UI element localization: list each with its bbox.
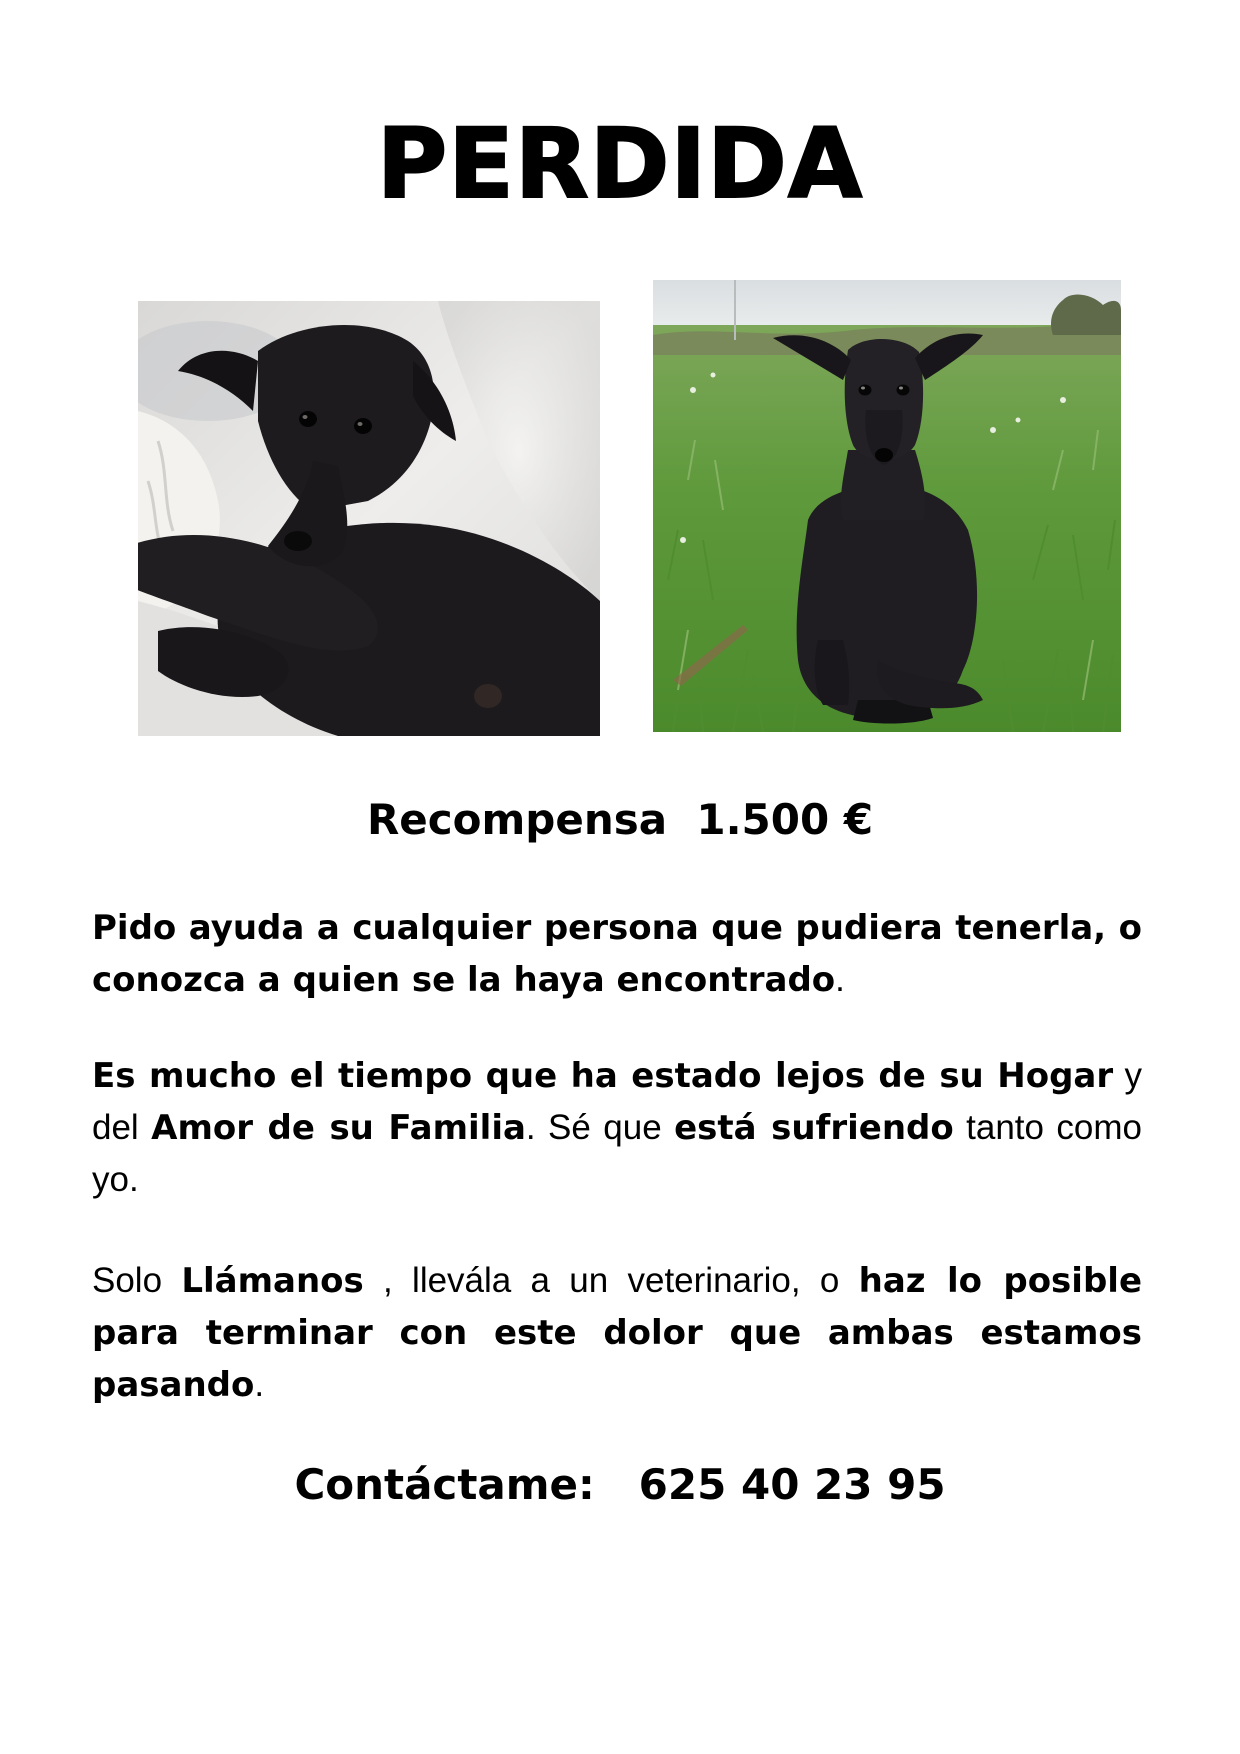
- reward-line: [0, 795, 1240, 844]
- dog-sitting-illustration: [653, 280, 1121, 732]
- absence-text-2: y del: [92, 1056, 1143, 1147]
- reward-amount: 1.500 €: [696, 795, 874, 844]
- contact-label: Contáctame:: [294, 1460, 595, 1509]
- absence-text-3: Amor de su Familia: [151, 1108, 526, 1148]
- contact-line: [0, 1460, 1240, 1509]
- request-paragraph: [92, 1255, 1142, 1411]
- help-paragraph: [92, 902, 1142, 1006]
- request-text-1: Solo: [92, 1261, 182, 1300]
- absence-paragraph: [92, 1050, 1142, 1206]
- request-text-3: , llevála a un veterinario, o: [363, 1261, 859, 1300]
- request-text-5: .: [254, 1365, 265, 1404]
- help-text: Pido ayuda a cualquier persona que pudiera tenerla, o conozca a quien se la haya encontrado: [92, 908, 1142, 1000]
- request-text-4: haz lo posible para terminar con este dolor que ambas estamos pasando: [92, 1261, 1143, 1405]
- reward-label: Recompensa: [366, 795, 668, 844]
- dog-photo-sitting: [653, 280, 1121, 732]
- help-text-end: .: [835, 960, 845, 999]
- request-text-2: Llámanos: [181, 1261, 364, 1301]
- contact-phone: 625 40 23 95: [638, 1460, 946, 1509]
- absence-text-1: Es mucho el tiempo que ha estado lejos de su Hogar: [92, 1056, 1114, 1096]
- dog-photo-lying: [138, 301, 600, 736]
- absence-text-5: está sufriendo: [674, 1108, 954, 1148]
- poster-title: PERDIDA: [376, 108, 864, 220]
- dog-lying-illustration: [138, 301, 600, 736]
- absence-text-4: . Sé que: [525, 1108, 675, 1147]
- absence-text-6: tanto como yo.: [92, 1108, 1142, 1199]
